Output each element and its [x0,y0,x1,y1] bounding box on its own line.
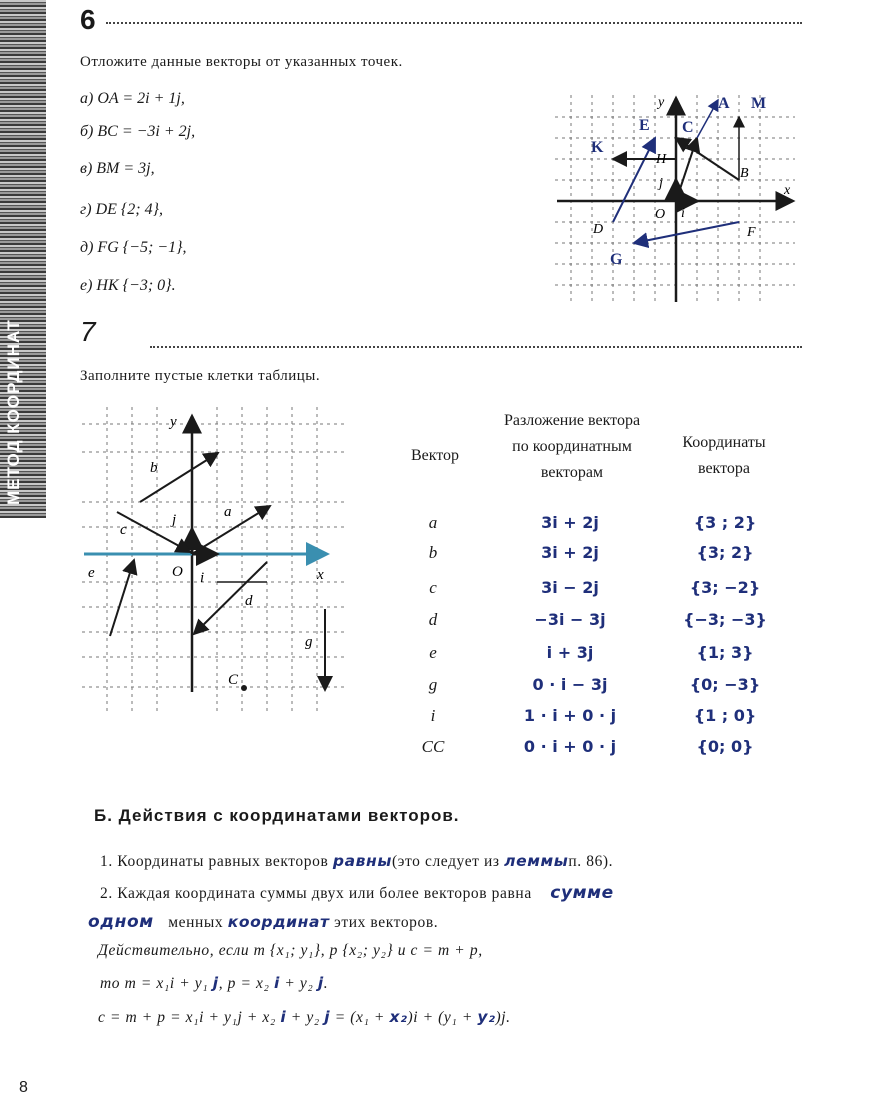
label-y: y [658,95,665,110]
paragraph-4-hw-1: j [212,974,219,992]
label-d-7: d [245,593,253,609]
label-b-7: b [150,460,158,476]
paragraph-5-text-b: + y₂ [290,1009,320,1026]
vector-fg [634,222,739,243]
paragraph-4 [100,974,328,993]
row-7-decomposition: 0 · i + 0 · j [523,737,617,756]
row-1-decomposition: 3i + 2j [541,543,599,562]
paragraph-2-hw-1: сумме [550,883,614,903]
paragraph-5-text-c: = (x₁ + [334,1009,385,1026]
paragraph-4-hw-2: i [273,974,280,992]
label-o-7: O [172,564,183,580]
paragraph-5-hw-4: y₂ [477,1008,496,1026]
paragraph-1-text-a: 1. Координаты равных векторов [100,853,329,870]
section-6-item-c: в) BM = 3j, [80,160,155,177]
vector-e-7 [110,560,134,636]
section-6-item-f: е) HK {−3; 0}. [80,277,176,294]
point-c-7 [241,685,247,691]
label-a-7: a [224,504,232,520]
label-a: A [718,95,730,112]
row-4-coordinates: {1; 3} [696,643,754,662]
paragraph-2-text-c: этих векторов. [334,914,439,931]
paragraph-2-hw-3: координат [227,913,330,931]
label-o: O [655,207,666,222]
paragraph-1 [100,852,613,871]
paragraph-1-hw-1: равны [332,852,392,870]
row-4-vector: e [429,643,437,662]
vector-a-extension [697,100,718,138]
row-3-coordinates: {−3; −3} [683,610,767,629]
paragraph-4-text-d: . [323,975,329,992]
paragraph-5-hw-2: j [324,1008,331,1026]
label-x: x [784,183,791,198]
header-vector: Вектор [410,447,460,464]
row-2-coordinates: {3; −2} [689,578,761,597]
row-5-vector: g [428,675,438,694]
paragraph-2-text-b: менных [168,914,224,931]
label-e-7: e [88,565,95,581]
paragraph-4-text-b: , p = x₂ [218,975,270,992]
row-6-decomposition: 1 · i + 0 · j [523,706,617,725]
label-h: H [656,152,667,167]
label-i-7: i [200,570,205,586]
label-f: F [747,225,756,240]
section-6-item-a: а) OA = 2i + 1j, [80,90,185,107]
label-j: j [659,176,663,191]
row-0-decomposition: 3i + 2j [541,513,599,532]
paragraph-1-text-b: (это следует из [391,853,500,870]
section-6-item-e: д) FG {−5; −1}, [80,239,187,256]
section-6-graph [555,90,800,308]
row-5-decomposition: 0 · i − 3j [532,675,608,694]
paragraph-4-text-c: + y₂ [284,975,314,992]
section-6-item-b: б) BC = −3i + 2j, [80,123,196,140]
section-7-rule [150,344,802,348]
row-2-vector: c [429,578,437,597]
section-6-task: Отложите данные векторы от указанных точек. [80,54,403,70]
row-7-coordinates: {0; 0} [696,737,754,756]
row-6-coordinates: {1 ; 0} [693,706,757,725]
row-4-decomposition: i + 3j [546,643,594,662]
chapter-spine-label: МЕТОД КООРДИНАТ [4,319,23,505]
label-b: B [740,166,749,181]
label-c: C [682,119,694,136]
paragraph-1-hw-2: леммы [504,852,569,870]
label-y-7: y [170,414,177,430]
paragraph-2-text-a: 2. Каждая координата суммы двух или более векторов равна [100,885,532,902]
section-b-title: Б. Действия с координатами векторов. [94,806,460,825]
vector-oa [676,138,697,201]
vector-c-7 [117,512,190,552]
label-j-7: j [172,512,177,528]
row-3-decomposition: −3i − 3j [534,610,606,629]
graph-7-labels [88,414,324,688]
section-6-rule [106,20,802,24]
paragraph-5-hw-1: i [280,1008,287,1026]
row-1-vector: b [428,543,438,562]
row-0-coordinates: {3 ; 2} [693,513,757,532]
vector-d-7 [194,562,267,634]
graph-6-labels [592,95,791,240]
label-d: D [593,222,604,237]
paragraph-2-line-1 [100,883,614,903]
grid-lines-7 [82,407,347,712]
paragraph-1-text-c: п. 86). [568,853,614,870]
paragraph-3: Действительно, если m {x₁; y₁}, p {x₂; y₂} и c = m + p, [98,942,483,959]
label-point-c-7: C [228,672,239,688]
paragraph-5-text-d: )i + (y₁ + [407,1009,473,1026]
row-7-vector: CC [421,737,445,756]
row-6-vector: i [430,706,436,725]
row-1-coordinates: {3; 2} [696,543,754,562]
graph-6-handwritten-labels [591,95,766,268]
paragraph-5-text-e: )j. [495,1009,511,1026]
row-2-decomposition: 3i − 2j [541,578,599,597]
label-x-7: x [317,567,324,583]
paragraph-5-text-a: c = m + p = x₁i + y₁j + x₂ [98,1009,276,1026]
row-3-vector: d [428,610,438,629]
paragraph-2-line-2 [88,912,438,932]
paragraph-4-text-a: то m = x₁i + y₁ [100,975,209,992]
paragraph-2-hw-2: одном [88,912,154,932]
row-0-vector: a [428,513,438,532]
header-decomposition: Разложение вектора по координатным векторам [503,412,641,481]
section-6-item-d: г) DE {2; 4}, [80,201,164,218]
label-c-7: c [120,522,127,538]
section-7-task: Заполните пустые клетки таблицы. [80,368,321,384]
section-7-graph [82,402,352,717]
page-number: 8 [19,1079,28,1096]
header-coordinates: Координаты вектора [682,434,766,477]
section-7-number: 7 [80,316,96,347]
label-k: K [591,139,604,156]
label-g-7: g [305,634,313,650]
paragraph-5-hw-3: x₂ [389,1008,408,1026]
label-g: G [610,251,623,268]
label-i: i [681,206,685,221]
label-m: M [751,95,767,112]
paragraph-5 [98,1008,511,1027]
paragraph-4-hw-3: j [317,974,324,992]
section-6-number: 6 [80,4,96,35]
row-5-coordinates: {0; −3} [689,675,761,694]
label-e: E [639,117,650,134]
